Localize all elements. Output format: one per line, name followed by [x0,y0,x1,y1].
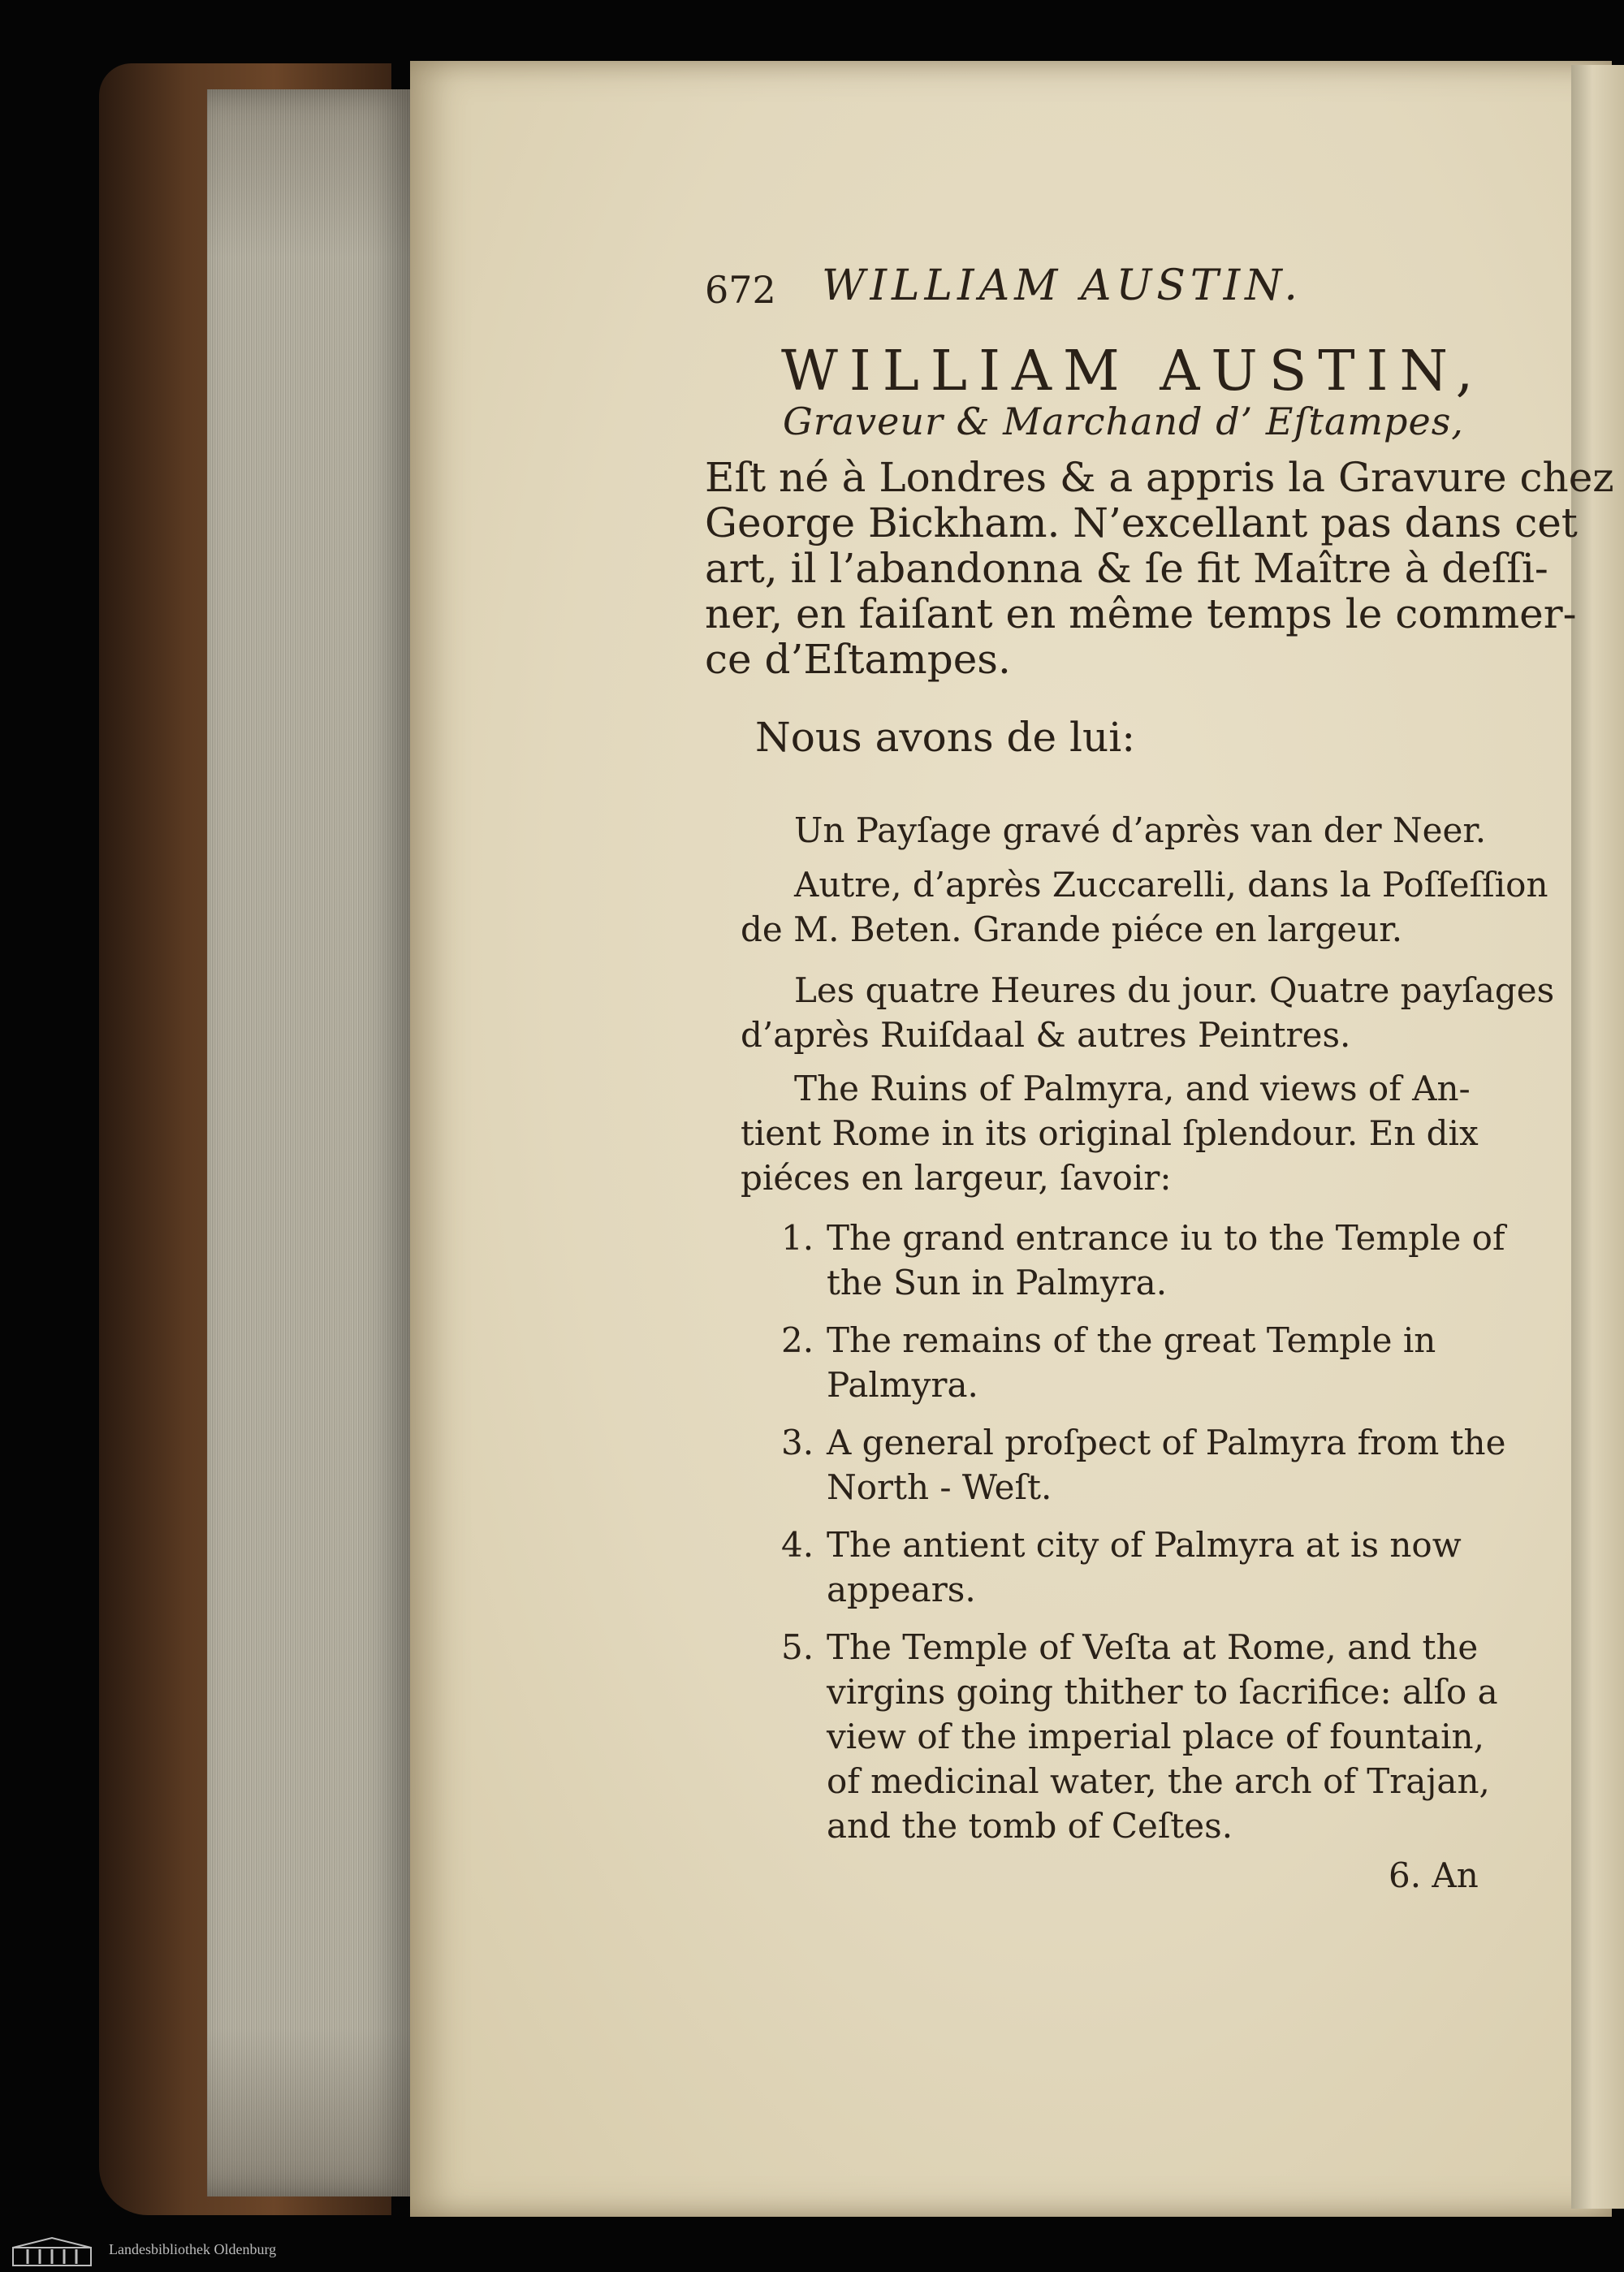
item-line: virgins going thither to ſacrifice: alſo a [827,1672,1498,1712]
catchword: 6. An [1389,1855,1479,1895]
entry-title: WILLIAM AUSTIN, [781,339,1485,404]
item-number: 1. [781,1218,814,1258]
running-title: WILLIAM AUSTIN. [822,261,1302,310]
intro-line: ner, en faiſant en même temps le commer- [705,590,1577,637]
item-line: The grand entrance iu to the Temple of [827,1218,1505,1258]
next-page-edge [1571,65,1624,2209]
item-line: The remains of the great Temple in [827,1320,1436,1360]
library-name: Landesbibliothek Oldenburg [109,2241,277,2257]
works-intro: Nous avons de lui: [755,714,1136,761]
item-number: 3. [781,1423,814,1462]
work-entry: tient Rome in its original ſplendour. En dix [741,1113,1479,1153]
entry-subtitle: Graveur & Marchand d’ Eſtampes, [783,400,1464,443]
work-entry: Les quatre Heures du jour. Quatre payſages [794,970,1555,1010]
page-edges [207,89,410,2196]
work-entry: d’après Ruiſdaal & autres Peintres. [741,1015,1351,1055]
item-number: 5. [781,1627,814,1667]
work-entry: Autre, d’après Zuccarelli, dans la Poſſeſſion [794,865,1548,905]
intro-line: ce d’Eſtampes. [705,636,1011,683]
item-line: appears. [827,1570,976,1609]
item-line: of medicinal water, the arch of Trajan, [827,1761,1490,1801]
intro-line: Eſt né à Londres & a appris la Gravure chez [705,454,1614,501]
item-line: view of the imperial place of fountain, [827,1717,1484,1756]
intro-line: art, il l’abandonna & ſe fit Maître à deſſi- [705,545,1548,592]
work-entry: The Ruins of Palmyra, and views of An- [794,1069,1471,1108]
intro-line: George Bickham. N’excellant pas dans cet [705,499,1578,546]
item-line: The antient city of Palmyra at is now [827,1525,1462,1565]
item-line: Palmyra. [827,1365,978,1405]
library-logo-icon [11,2236,93,2267]
page-number: 672 [705,268,776,312]
work-entry: de M. Beten. Grande piéce en largeur. [741,909,1403,949]
item-number: 4. [781,1525,814,1565]
item-line: The Temple of Veſta at Rome, and the [827,1627,1479,1667]
item-number: 2. [781,1320,814,1360]
work-entry: Un Payſage gravé d’après van der Neer. [794,810,1487,850]
item-line: the Sun in Palmyra. [827,1263,1168,1302]
item-line: A general proſpect of Palmyra from the [827,1423,1506,1462]
work-entry: piéces en largeur, ſavoir: [741,1158,1172,1198]
item-line: North - Weſt. [827,1467,1052,1507]
item-line: and the tomb of Ceſtes. [827,1806,1233,1846]
